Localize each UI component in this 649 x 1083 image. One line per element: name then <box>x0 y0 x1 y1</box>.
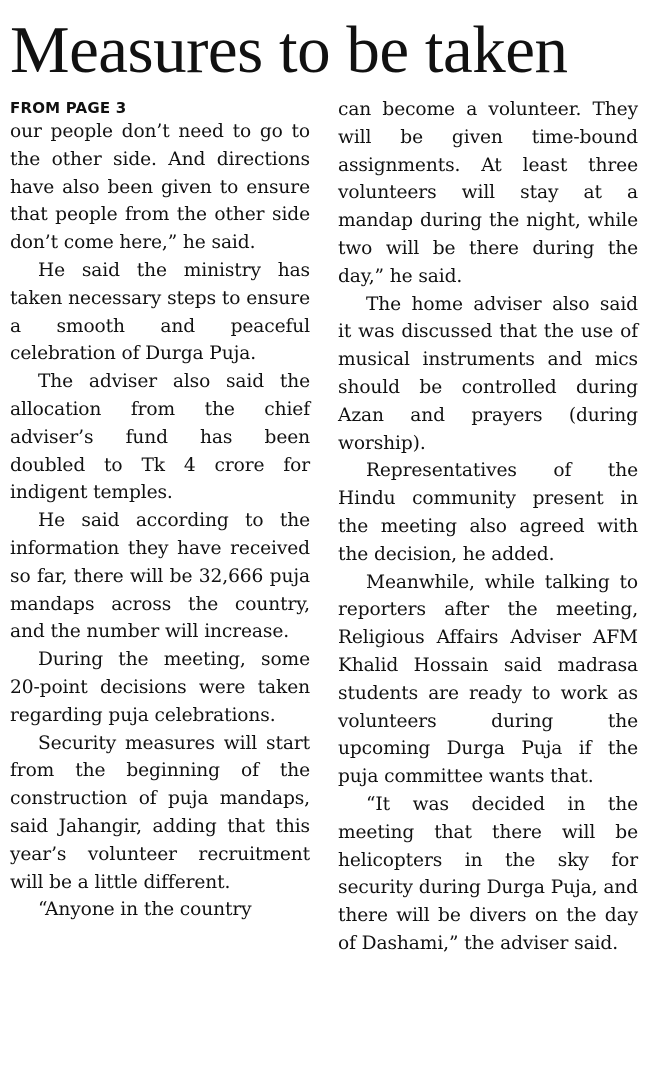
article-column-left <box>10 92 310 924</box>
paragraph: can become a volunteer. They will be given time-bound assignments. At least three volunteers will stay at a mandap during the night, while two will be there during the day,” he said. <box>338 99 638 287</box>
paragraph: During the meeting, some 20-point decisions were taken regarding puja celebrations. <box>10 649 310 726</box>
paragraph: our people don’t need to go to the other side. And directions have also been given to ensure that people from the other side don’t come here,” he said. <box>10 121 310 254</box>
paragraph: Security measures will start from the beginning of the construction of puja mandaps, said Jahangir, adding that this year’s volunteer recruitment will be a little different. <box>10 732 310 893</box>
paragraph: “It was decided in the meeting that there will be helicopters in the sky for security during Durga Puja, and there will be divers on the day of Dashami,” the adviser said. <box>338 793 638 954</box>
paragraph: Meanwhile, while talking to reporters after the meeting, Religious Affairs Adviser AFM Khalid Hossain said madrasa students are ready to work as volunteers during the upcoming Durga Puja if the puja committee wants that. <box>338 571 638 788</box>
headline: Measures to be taken <box>10 13 568 87</box>
paragraph: “Anyone in the country <box>38 899 252 921</box>
paragraph: The home adviser also said it was discussed that the use of musical instruments and mics should be controlled during Azan and prayers (during worship). <box>338 293 638 454</box>
paragraph: He said according to the information they have received so far, there will be 32,666 puja mandaps across the country, and the number will increase. <box>10 510 310 643</box>
article-column-right <box>338 92 638 958</box>
paragraph: Representatives of the Hindu community present in the meeting also agreed with the decision, he added. <box>338 460 638 565</box>
paragraph: He said the ministry has taken necessary steps to ensure a smooth and peaceful celebration of Durga Puja. <box>10 259 310 365</box>
paragraph: The adviser also said the allocation from the chief adviser’s fund has been doubled to Tk 4 crore for indigent temples. <box>10 371 310 504</box>
jump-label: FROM PAGE 3 <box>10 99 127 117</box>
